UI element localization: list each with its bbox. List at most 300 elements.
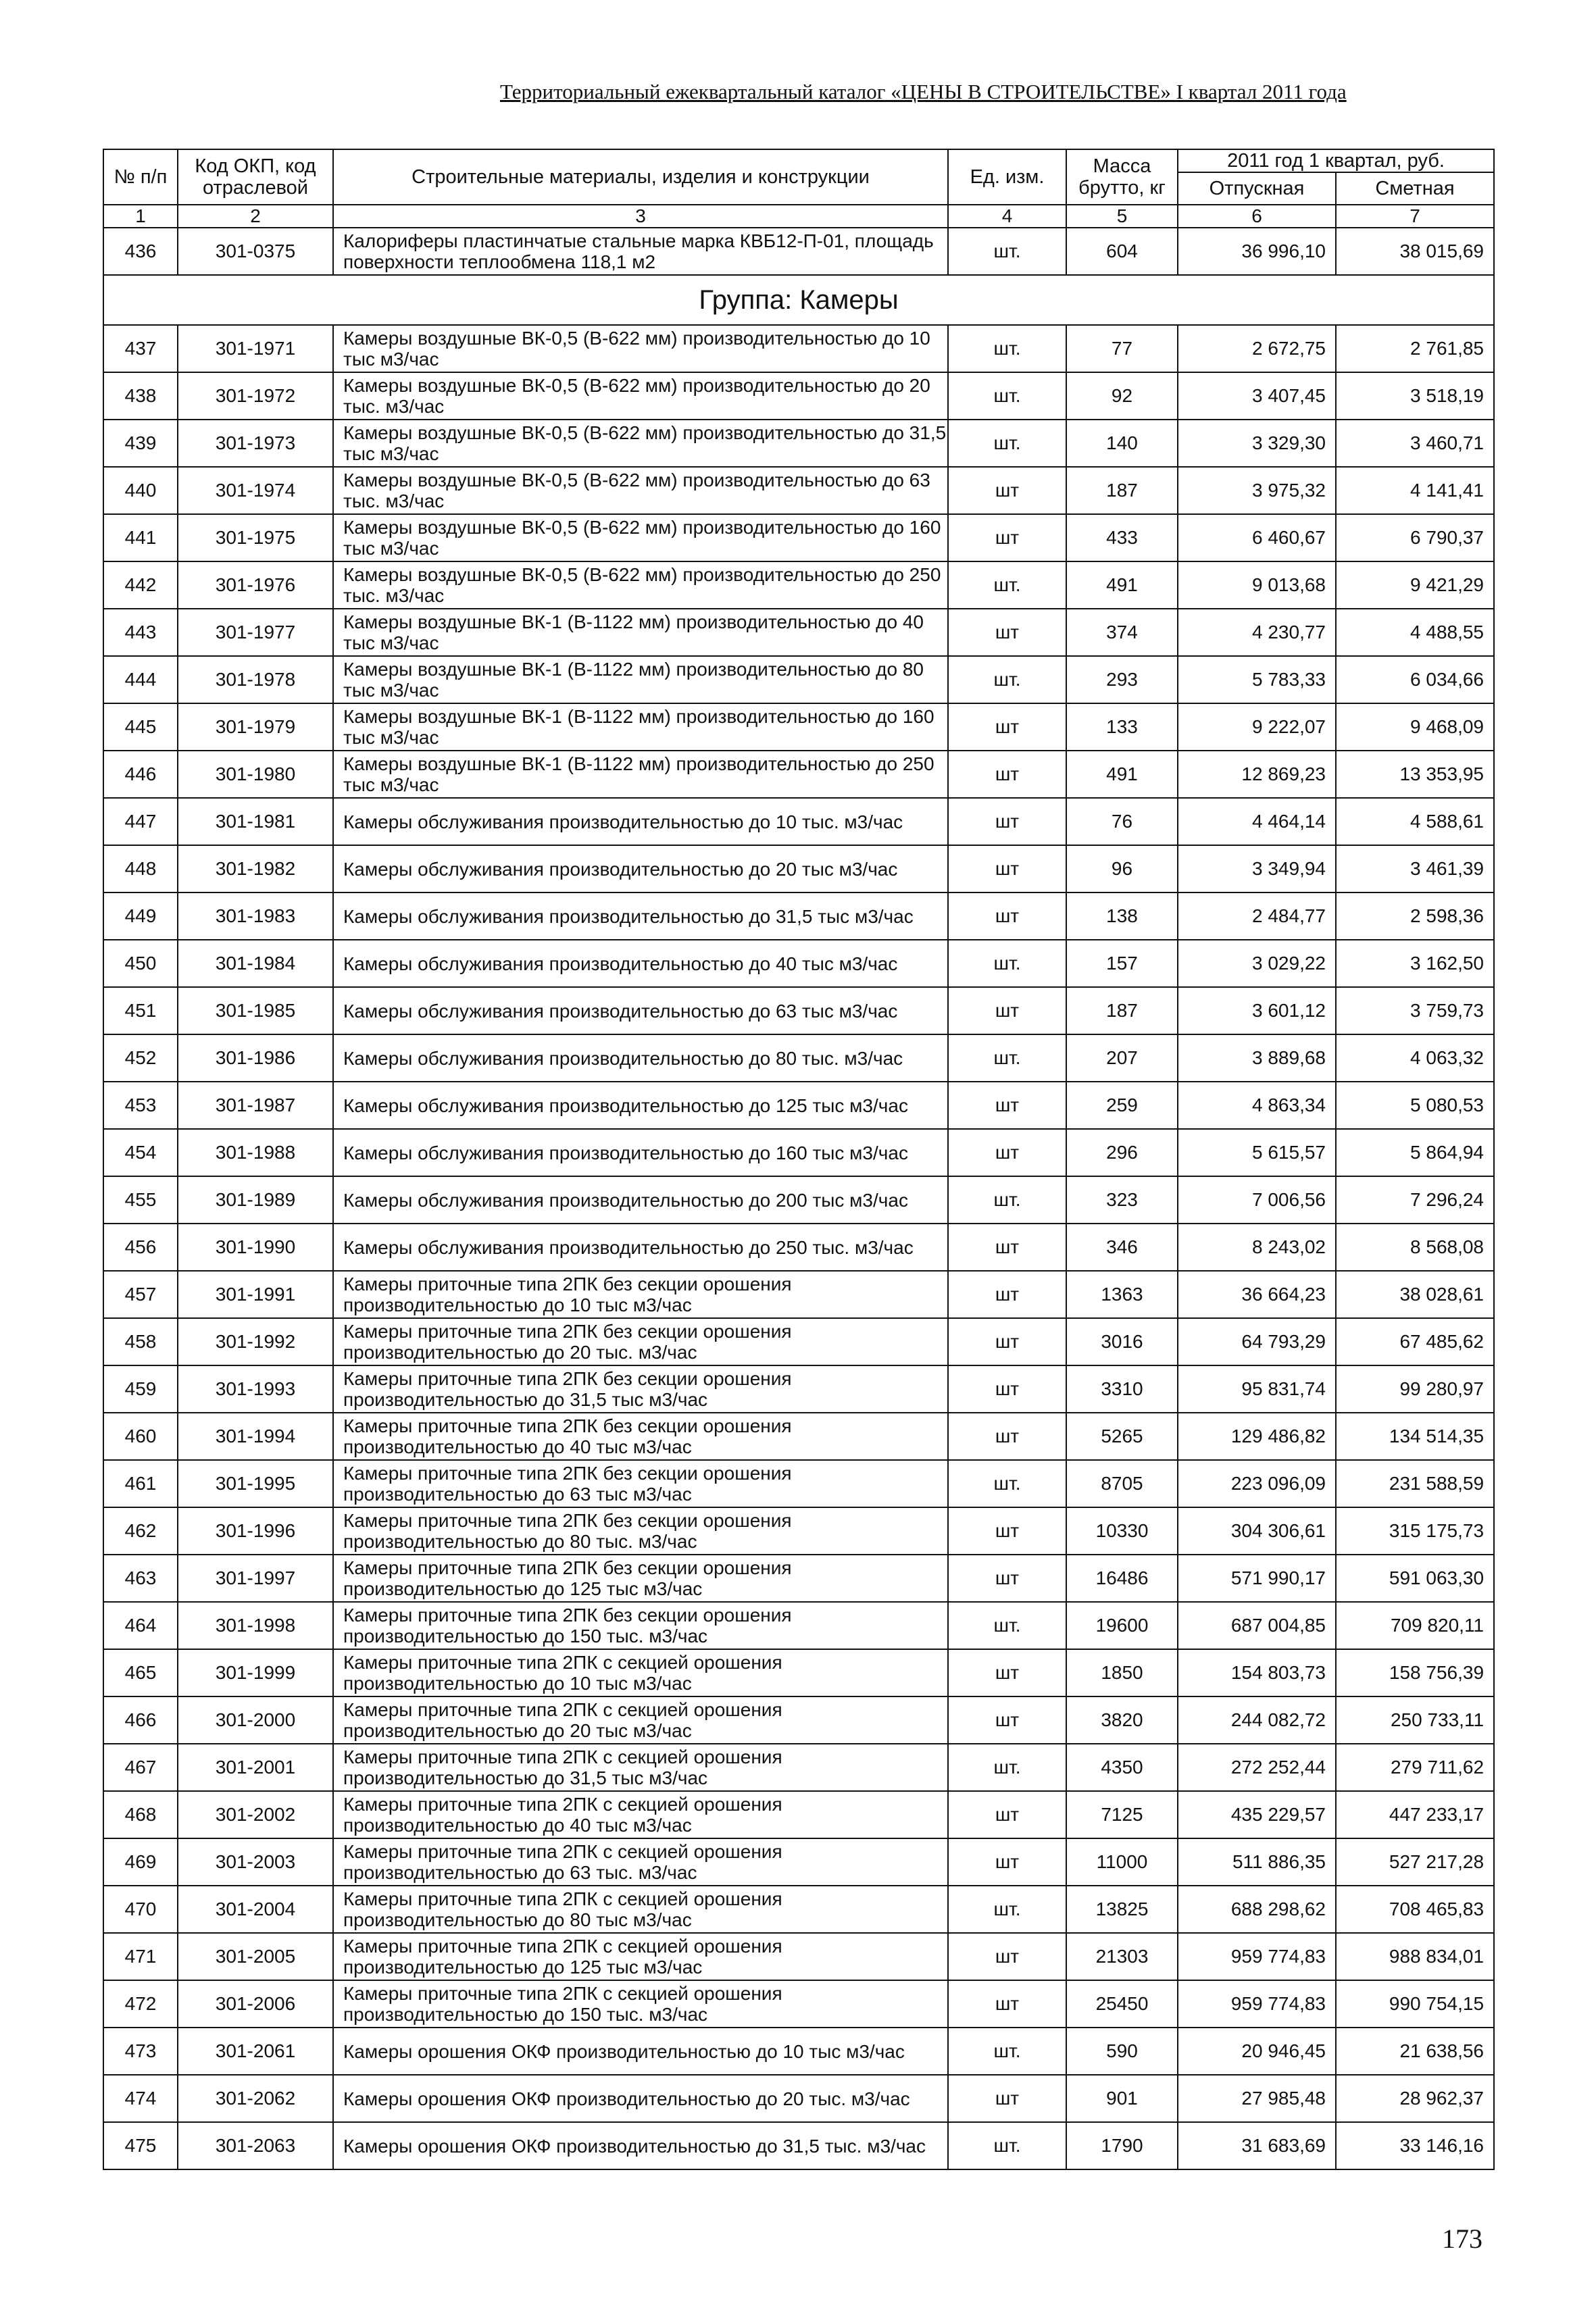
row-name: Камеры приточные типа 2ПК с секцией орошения производительностью до 10 тыс м3/час — [333, 1649, 948, 1696]
group-row — [103, 275, 1494, 325]
row-name: Камеры обслуживания производительностью до 20 тыс м3/час — [333, 845, 948, 892]
row-name: Камеры приточные типа 2ПК без секции орошения производительностью до 63 тыс м3/час — [333, 1460, 948, 1507]
row-name: Камеры приточные типа 2ПК без секции орошения производительностью до 125 тыс м3/час — [333, 1555, 948, 1602]
row-release-price: 9 013,68 — [1178, 561, 1336, 609]
row-unit: шт — [948, 845, 1066, 892]
row-unit: шт — [948, 1365, 1066, 1413]
row-num: 474 — [103, 2075, 178, 2122]
row-code: 301-1988 — [178, 1129, 333, 1176]
row-estimate-price: 5 864,94 — [1336, 1129, 1494, 1176]
row-num: 464 — [103, 1602, 178, 1649]
row-release-price: 244 082,72 — [1178, 1696, 1336, 1744]
group-section — [103, 275, 1494, 325]
row-num: 451 — [103, 987, 178, 1034]
table-row — [103, 845, 1494, 892]
row-num: 470 — [103, 1886, 178, 1933]
row-unit: шт — [948, 609, 1066, 656]
row-estimate-price: 13 353,95 — [1336, 751, 1494, 798]
row-code: 301-1987 — [178, 1082, 333, 1129]
row-mass: 140 — [1066, 420, 1178, 467]
table-row — [103, 987, 1494, 1034]
header-period: 2011 год 1 квартал, руб. — [1178, 149, 1494, 172]
row-name: Камеры воздушные ВК-1 (В-1122 мм) производительностью до 40 тыс м3/час — [333, 609, 948, 656]
row-mass: 433 — [1066, 514, 1178, 561]
row-name: Камеры обслуживания производительностью до 80 тыс. м3/час — [333, 1034, 948, 1082]
row-mass: 296 — [1066, 1129, 1178, 1176]
row-release-price: 5 783,33 — [1178, 656, 1336, 703]
row-estimate-price: 250 733,11 — [1336, 1696, 1494, 1744]
row-name: Камеры воздушные ВК-0,5 (В-622 мм) производительностью до 31,5 тыс м3/час — [333, 420, 948, 467]
row-release-price: 2 672,75 — [1178, 325, 1336, 372]
row-num: 450 — [103, 940, 178, 987]
row-release-price: 4 464,14 — [1178, 798, 1336, 845]
table-row — [103, 703, 1494, 751]
row-code: 301-2003 — [178, 1838, 333, 1886]
row-num: 453 — [103, 1082, 178, 1129]
row-mass: 3016 — [1066, 1318, 1178, 1365]
row-estimate-price: 7 296,24 — [1336, 1176, 1494, 1224]
row-code: 301-1995 — [178, 1460, 333, 1507]
row-code: 301-1991 — [178, 1271, 333, 1318]
row-mass: 19600 — [1066, 1602, 1178, 1649]
row-code: 301-1989 — [178, 1176, 333, 1224]
row-release-price: 3 349,94 — [1178, 845, 1336, 892]
row-unit: шт — [948, 1413, 1066, 1460]
row-estimate-price: 279 711,62 — [1336, 1744, 1494, 1791]
row-mass: 25450 — [1066, 1980, 1178, 2028]
row-mass: 323 — [1066, 1176, 1178, 1224]
row-estimate-price: 3 518,19 — [1336, 372, 1494, 420]
column-number: 4 — [948, 205, 1066, 228]
row-unit: шт. — [948, 228, 1066, 275]
row-code: 301-1981 — [178, 798, 333, 845]
row-num: 456 — [103, 1224, 178, 1271]
row-release-price: 959 774,83 — [1178, 1980, 1336, 2028]
row-mass: 76 — [1066, 798, 1178, 845]
row-release-price: 3 407,45 — [1178, 372, 1336, 420]
row-estimate-price: 134 514,35 — [1336, 1413, 1494, 1460]
row-mass: 207 — [1066, 1034, 1178, 1082]
row-unit: шт — [948, 703, 1066, 751]
row-name: Камеры воздушные ВК-1 (В-1122 мм) производительностью до 250 тыс м3/час — [333, 751, 948, 798]
row-unit: шт — [948, 1129, 1066, 1176]
row-unit: шт — [948, 1838, 1066, 1886]
row-mass: 138 — [1066, 892, 1178, 940]
table-row — [103, 1696, 1494, 1744]
row-release-price: 3 889,68 — [1178, 1034, 1336, 1082]
table-row — [103, 1034, 1494, 1082]
row-code: 301-0375 — [178, 228, 333, 275]
row-release-price: 36 664,23 — [1178, 1271, 1336, 1318]
row-code: 301-1998 — [178, 1602, 333, 1649]
row-mass: 77 — [1066, 325, 1178, 372]
row-code: 301-1972 — [178, 372, 333, 420]
row-release-price: 64 793,29 — [1178, 1318, 1336, 1365]
row-mass: 16486 — [1066, 1555, 1178, 1602]
row-release-price: 27 985,48 — [1178, 2075, 1336, 2122]
row-estimate-price: 527 217,28 — [1336, 1838, 1494, 1886]
group-rows — [103, 325, 1494, 2169]
row-num: 473 — [103, 2028, 178, 2075]
row-name: Камеры обслуживания производительностью до 250 тыс. м3/час — [333, 1224, 948, 1271]
row-num: 440 — [103, 467, 178, 514]
row-estimate-price: 709 820,11 — [1336, 1602, 1494, 1649]
row-code: 301-2062 — [178, 2075, 333, 2122]
row-release-price: 9 222,07 — [1178, 703, 1336, 751]
row-name: Камеры воздушные ВК-0,5 (В-622 мм) производительностью до 63 тыс. м3/час — [333, 467, 948, 514]
row-estimate-price: 231 588,59 — [1336, 1460, 1494, 1507]
row-name: Камеры обслуживания производительностью до 63 тыс м3/час — [333, 987, 948, 1034]
row-release-price: 36 996,10 — [1178, 228, 1336, 275]
table-row — [103, 1838, 1494, 1886]
row-estimate-price: 99 280,97 — [1336, 1365, 1494, 1413]
row-unit: шт — [948, 1555, 1066, 1602]
row-num: 452 — [103, 1034, 178, 1082]
row-num: 447 — [103, 798, 178, 845]
row-code: 301-1975 — [178, 514, 333, 561]
row-release-price: 3 975,32 — [1178, 467, 1336, 514]
row-code: 301-1974 — [178, 467, 333, 514]
row-release-price: 959 774,83 — [1178, 1933, 1336, 1980]
table-row — [103, 1224, 1494, 1271]
table-row — [103, 2075, 1494, 2122]
row-estimate-price: 3 162,50 — [1336, 940, 1494, 987]
row-code: 301-1997 — [178, 1555, 333, 1602]
page-number: 173 — [1442, 2223, 1482, 2254]
row-estimate-price: 3 759,73 — [1336, 987, 1494, 1034]
table-row — [103, 751, 1494, 798]
row-unit: шт. — [948, 1602, 1066, 1649]
table-row — [103, 514, 1494, 561]
row-num: 448 — [103, 845, 178, 892]
row-mass: 374 — [1066, 609, 1178, 656]
row-num: 436 — [103, 228, 178, 275]
row-mass: 491 — [1066, 561, 1178, 609]
row-unit: шт — [948, 1980, 1066, 2028]
header-name: Строительные материалы, изделия и конструкции — [333, 149, 948, 205]
row-unit: шт — [948, 751, 1066, 798]
row-num: 442 — [103, 561, 178, 609]
row-unit: шт — [948, 514, 1066, 561]
rows-before-group — [103, 228, 1494, 275]
row-unit: шт — [948, 1224, 1066, 1271]
row-mass: 92 — [1066, 372, 1178, 420]
row-name: Камеры воздушные ВК-0,5 (В-622 мм) производительностью до 20 тыс. м3/час — [333, 372, 948, 420]
table-row — [103, 1507, 1494, 1555]
row-unit: шт. — [948, 1460, 1066, 1507]
row-unit: шт — [948, 1791, 1066, 1838]
row-code: 301-1999 — [178, 1649, 333, 1696]
row-num: 444 — [103, 656, 178, 703]
row-release-price: 304 306,61 — [1178, 1507, 1336, 1555]
table-row — [103, 1318, 1494, 1365]
row-name: Камеры приточные типа 2ПК без секции орошения производительностью до 20 тыс. м3/час — [333, 1318, 948, 1365]
table-row — [103, 892, 1494, 940]
row-unit: шт — [948, 1082, 1066, 1129]
row-estimate-price: 2 598,36 — [1336, 892, 1494, 940]
row-num: 462 — [103, 1507, 178, 1555]
row-code: 301-2006 — [178, 1980, 333, 2028]
row-release-price: 8 243,02 — [1178, 1224, 1336, 1271]
row-estimate-price: 447 233,17 — [1336, 1791, 1494, 1838]
row-name: Камеры воздушные ВК-1 (В-1122 мм) производительностью до 80 тыс м3/час — [333, 656, 948, 703]
row-release-price: 3 329,30 — [1178, 420, 1336, 467]
row-estimate-price: 8 568,08 — [1336, 1224, 1494, 1271]
row-num: 439 — [103, 420, 178, 467]
row-code: 301-1993 — [178, 1365, 333, 1413]
row-unit: шт. — [948, 325, 1066, 372]
row-estimate-price: 4 141,41 — [1336, 467, 1494, 514]
table-row — [103, 609, 1494, 656]
row-estimate-price: 67 485,62 — [1336, 1318, 1494, 1365]
row-estimate-price: 4 063,32 — [1336, 1034, 1494, 1082]
row-mass: 604 — [1066, 228, 1178, 275]
row-code: 301-1986 — [178, 1034, 333, 1082]
row-unit: шт — [948, 1507, 1066, 1555]
row-release-price: 4 863,34 — [1178, 1082, 1336, 1129]
row-estimate-price: 28 962,37 — [1336, 2075, 1494, 2122]
row-unit: шт. — [948, 1034, 1066, 1082]
row-release-price: 7 006,56 — [1178, 1176, 1336, 1224]
row-estimate-price: 990 754,15 — [1336, 1980, 1494, 2028]
row-num: 459 — [103, 1365, 178, 1413]
row-mass: 3820 — [1066, 1696, 1178, 1744]
row-mass: 11000 — [1066, 1838, 1178, 1886]
row-mass: 491 — [1066, 751, 1178, 798]
table-row — [103, 467, 1494, 514]
row-estimate-price: 38 028,61 — [1336, 1271, 1494, 1318]
row-release-price: 435 229,57 — [1178, 1791, 1336, 1838]
row-name: Камеры воздушные ВК-0,5 (В-622 мм) производительностью до 10 тыс м3/час — [333, 325, 948, 372]
row-mass: 259 — [1066, 1082, 1178, 1129]
row-estimate-price: 315 175,73 — [1336, 1507, 1494, 1555]
row-name: Камеры приточные типа 2ПК с секцией орошения производительностью до 63 тыс. м3/час — [333, 1838, 948, 1886]
row-num: 446 — [103, 751, 178, 798]
row-code: 301-1992 — [178, 1318, 333, 1365]
row-code: 301-2063 — [178, 2122, 333, 2169]
row-estimate-price: 6 034,66 — [1336, 656, 1494, 703]
row-num: 457 — [103, 1271, 178, 1318]
row-unit: шт. — [948, 1744, 1066, 1791]
header-estimate-price: Сметная — [1336, 172, 1494, 205]
row-unit: шт. — [948, 1176, 1066, 1224]
table-row — [103, 1271, 1494, 1318]
row-num: 472 — [103, 1980, 178, 2028]
row-unit: шт. — [948, 2028, 1066, 2075]
row-unit: шт — [948, 1271, 1066, 1318]
row-num: 443 — [103, 609, 178, 656]
row-name: Камеры приточные типа 2ПК с секцией орошения производительностью до 31,5 тыс м3/час — [333, 1744, 948, 1791]
row-estimate-price: 708 465,83 — [1336, 1886, 1494, 1933]
row-release-price: 129 486,82 — [1178, 1413, 1336, 1460]
row-mass: 96 — [1066, 845, 1178, 892]
row-mass: 901 — [1066, 2075, 1178, 2122]
row-release-price: 272 252,44 — [1178, 1744, 1336, 1791]
table-row — [103, 1791, 1494, 1838]
row-code: 301-1978 — [178, 656, 333, 703]
row-estimate-price: 33 146,16 — [1336, 2122, 1494, 2169]
column-number: 6 — [1178, 205, 1336, 228]
column-number: 1 — [103, 205, 178, 228]
row-release-price: 688 298,62 — [1178, 1886, 1336, 1933]
row-mass: 590 — [1066, 2028, 1178, 2075]
row-unit: шт. — [948, 940, 1066, 987]
row-mass: 7125 — [1066, 1791, 1178, 1838]
table-row — [103, 940, 1494, 987]
row-code: 301-1985 — [178, 987, 333, 1034]
table-row — [103, 1602, 1494, 1649]
row-release-price: 4 230,77 — [1178, 609, 1336, 656]
row-release-price: 2 484,77 — [1178, 892, 1336, 940]
row-code: 301-2061 — [178, 2028, 333, 2075]
row-name: Камеры приточные типа 2ПК с секцией орошения производительностью до 40 тыс м3/час — [333, 1791, 948, 1838]
table-row — [103, 1082, 1494, 1129]
header-mass: Масса брутто, кг — [1066, 149, 1178, 205]
row-estimate-price: 21 638,56 — [1336, 2028, 1494, 2075]
row-unit: шт — [948, 1649, 1066, 1696]
row-release-price: 12 869,23 — [1178, 751, 1336, 798]
row-unit: шт. — [948, 2122, 1066, 2169]
row-estimate-price: 158 756,39 — [1336, 1649, 1494, 1696]
row-code: 301-1976 — [178, 561, 333, 609]
row-num: 471 — [103, 1933, 178, 1980]
table-row — [103, 1555, 1494, 1602]
row-name: Камеры приточные типа 2ПК с секцией орошения производительностью до 80 тыс м3/час — [333, 1886, 948, 1933]
row-name: Камеры обслуживания производительностью до 40 тыс м3/час — [333, 940, 948, 987]
header-unit: Ед. изм. — [948, 149, 1066, 205]
row-num: 437 — [103, 325, 178, 372]
table-row — [103, 1176, 1494, 1224]
row-code: 301-1980 — [178, 751, 333, 798]
row-num: 449 — [103, 892, 178, 940]
row-code: 301-1983 — [178, 892, 333, 940]
row-mass: 13825 — [1066, 1886, 1178, 1933]
table-row — [103, 798, 1494, 845]
row-name: Камеры орошения ОКФ производительностью до 10 тыс м3/час — [333, 2028, 948, 2075]
row-release-price: 687 004,85 — [1178, 1602, 1336, 1649]
table-row — [103, 2122, 1494, 2169]
row-release-price: 511 886,35 — [1178, 1838, 1336, 1886]
row-estimate-price: 38 015,69 — [1336, 228, 1494, 275]
row-code: 301-2000 — [178, 1696, 333, 1744]
row-num: 438 — [103, 372, 178, 420]
row-mass: 1363 — [1066, 1271, 1178, 1318]
row-num: 441 — [103, 514, 178, 561]
row-unit: шт. — [948, 656, 1066, 703]
row-mass: 1850 — [1066, 1649, 1178, 1696]
row-mass: 3310 — [1066, 1365, 1178, 1413]
row-release-price: 31 683,69 — [1178, 2122, 1336, 2169]
row-release-price: 3 601,12 — [1178, 987, 1336, 1034]
row-num: 466 — [103, 1696, 178, 1744]
row-mass: 8705 — [1066, 1460, 1178, 1507]
row-mass: 133 — [1066, 703, 1178, 751]
row-mass: 1790 — [1066, 2122, 1178, 2169]
table-row — [103, 420, 1494, 467]
row-unit: шт — [948, 467, 1066, 514]
row-release-price: 154 803,73 — [1178, 1649, 1336, 1696]
row-mass: 4350 — [1066, 1744, 1178, 1791]
row-mass: 5265 — [1066, 1413, 1178, 1460]
table-row — [103, 1460, 1494, 1507]
row-code: 301-2002 — [178, 1791, 333, 1838]
header-num: № п/п — [103, 149, 178, 205]
table-row — [103, 1129, 1494, 1176]
page-header-title: Территориальный ежеквартальный каталог «ЦЕНЫ В СТРОИТЕЛЬСТВЕ» I квартал 2011 года — [500, 80, 1347, 103]
row-estimate-price: 2 761,85 — [1336, 325, 1494, 372]
table-row — [103, 372, 1494, 420]
row-name: Камеры приточные типа 2ПК с секцией орошения производительностью до 125 тыс м3/час — [333, 1933, 948, 1980]
row-release-price: 5 615,57 — [1178, 1129, 1336, 1176]
row-code: 301-1994 — [178, 1413, 333, 1460]
row-estimate-price: 4 588,61 — [1336, 798, 1494, 845]
group-title: Группа: Камеры — [103, 275, 1494, 325]
table-row — [103, 1933, 1494, 1980]
row-unit: шт. — [948, 1886, 1066, 1933]
row-unit: шт — [948, 1933, 1066, 1980]
row-unit: шт — [948, 892, 1066, 940]
row-code: 301-1984 — [178, 940, 333, 987]
row-unit: шт. — [948, 420, 1066, 467]
row-estimate-price: 3 461,39 — [1336, 845, 1494, 892]
row-name: Камеры воздушные ВК-1 (В-1122 мм) производительностью до 160 тыс м3/час — [333, 703, 948, 751]
row-release-price: 3 029,22 — [1178, 940, 1336, 987]
row-name: Камеры обслуживания производительностью до 10 тыс. м3/час — [333, 798, 948, 845]
row-name: Камеры обслуживания производительностью до 160 тыс м3/час — [333, 1129, 948, 1176]
column-number: 7 — [1336, 205, 1494, 228]
row-name: Камеры воздушные ВК-0,5 (В-622 мм) производительностью до 160 тыс м3/час — [333, 514, 948, 561]
row-unit: шт — [948, 987, 1066, 1034]
row-code: 301-1982 — [178, 845, 333, 892]
row-release-price: 6 460,67 — [1178, 514, 1336, 561]
header-release-price: Отпускная — [1178, 172, 1336, 205]
row-code: 301-1973 — [178, 420, 333, 467]
table-row — [103, 1365, 1494, 1413]
row-estimate-price: 591 063,30 — [1336, 1555, 1494, 1602]
row-unit: шт — [948, 1696, 1066, 1744]
row-release-price: 20 946,45 — [1178, 2028, 1336, 2075]
row-mass: 157 — [1066, 940, 1178, 987]
row-num: 467 — [103, 1744, 178, 1791]
header-code: Код ОКП, код отраслевой — [178, 149, 333, 205]
row-code: 301-1977 — [178, 609, 333, 656]
row-name: Камеры приточные типа 2ПК без секции орошения производительностью до 80 тыс. м3/час — [333, 1507, 948, 1555]
row-code: 301-2001 — [178, 1744, 333, 1791]
row-name: Камеры орошения ОКФ производительностью до 31,5 тыс. м3/час — [333, 2122, 948, 2169]
row-num: 460 — [103, 1413, 178, 1460]
row-release-price: 223 096,09 — [1178, 1460, 1336, 1507]
row-num: 461 — [103, 1460, 178, 1507]
table-row — [103, 325, 1494, 372]
row-num: 445 — [103, 703, 178, 751]
column-number: 5 — [1066, 205, 1178, 228]
table-row — [103, 2028, 1494, 2075]
table-row — [103, 1980, 1494, 2028]
row-unit: шт. — [948, 372, 1066, 420]
row-code: 301-2005 — [178, 1933, 333, 1980]
row-estimate-price: 6 790,37 — [1336, 514, 1494, 561]
row-num: 465 — [103, 1649, 178, 1696]
row-release-price: 95 831,74 — [1178, 1365, 1336, 1413]
row-num: 475 — [103, 2122, 178, 2169]
row-num: 458 — [103, 1318, 178, 1365]
row-name: Камеры орошения ОКФ производительностью до 20 тыс. м3/час — [333, 2075, 948, 2122]
row-unit: шт — [948, 1318, 1066, 1365]
row-num: 455 — [103, 1176, 178, 1224]
row-mass: 293 — [1066, 656, 1178, 703]
row-num: 463 — [103, 1555, 178, 1602]
table-row — [103, 1886, 1494, 1933]
